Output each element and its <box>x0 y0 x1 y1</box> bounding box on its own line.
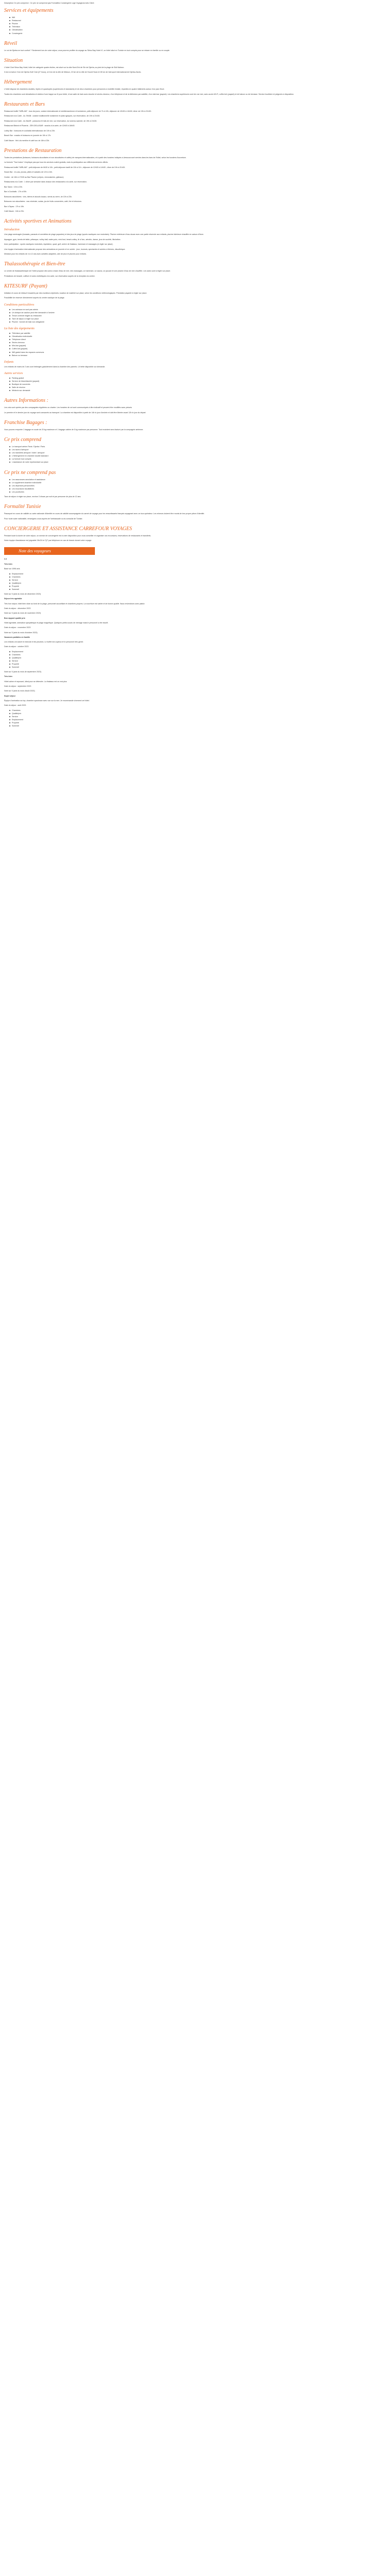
prestation-line: Café Maure : 16h à 23h. <box>4 210 24 213</box>
list-item: Wifi <box>12 16 387 19</box>
activites-title: Activités sportives et Animations <box>4 218 72 225</box>
prestation-line: Goûter : de 16h à 17h30 au Bar Piscine (crêpes, viennoiseries, gâteaux). <box>4 176 64 178</box>
review-meta: Note sur 5 (avis du mois de décembre 2023) <box>4 593 41 596</box>
restaurant-line: Restaurant buffet "MIRLAM" : tous les jours, cuisine internationale et méditerranéenne et tunisienne, petit-déjeuner de 7h à 10h, déjeuner de 12h30 à 14h30, dîner de 19h à 21h30. <box>4 110 152 112</box>
list-item: Propreté <box>12 663 387 666</box>
list-item: Les transferts aéroport / hôtel / aéroport <box>12 451 387 454</box>
list-item: Les dépenses personnelles <box>12 484 387 487</box>
list-item: L'assistance de notre représentant sur place <box>12 461 387 464</box>
review-text: Les enfants ont adoré le miniclub et les piscines. Le buffet est copieux et le personnel très gentil. <box>4 641 84 643</box>
restaurant-line: Lobby Bar : boissons et cocktails internationaux de 10h à 23h. <box>4 129 55 132</box>
list-item: L'hébergement en chambre double standard <box>12 454 387 457</box>
formalites-text-2: Pour toute autre nationalité, renseignez-vous auprès de l'ambassade ou du consulat de Tunisie. <box>4 517 83 520</box>
list-item: Sommeil <box>12 724 387 727</box>
restaurant-line: Restaurant à la Carte - AL SHAB : cuisine traditionnelle tunisienne et plats typiques, sur réservation, de 19h à 21h30. <box>4 115 100 117</box>
review-title: Super séjour <box>4 694 15 697</box>
list-item: Propreté <box>12 585 387 588</box>
conciergerie-title: CONCIERGERIE ET ASSISTANCE CARREFOUR VOYAGES <box>4 526 132 532</box>
list-item: Piscine : bonnet de bain non obligatoire <box>12 320 387 324</box>
list-item: Taxe de séjour à régler sur place <box>12 317 387 320</box>
prestation-line: Bar à Tapas : 17h à 19h. <box>4 205 25 208</box>
activites-text: Une équipe d'animation internationale propose des animations en journée et en soirée : jeux, tournois, spectacles et soirées à thèmes, discothèque. <box>4 248 126 250</box>
review-text: Hôtel calme et reposant, idéal pour se détendre. La thalasso est un vrai plus. <box>4 680 68 683</box>
rating-count: Basé sur 1096 avis <box>4 568 20 570</box>
prestation-line: Boissons non alcoolisées : eau minérale, sodas, jus de fruits concentrés, café, thé et infusions. <box>4 200 82 203</box>
restaurant-line: Restaurant à la Carte - AL BAAR : poissons et fruits de mer, sur réservation, du lundi au samedi, de 19h à 21h30. <box>4 120 97 122</box>
list-item: Sèche-cheveux <box>12 341 387 344</box>
review-meta: Note sur 5 (avis du mois de novembre 2023) <box>4 612 41 615</box>
list-item: Service <box>12 715 387 718</box>
conciergerie-text-2: Notre équipe d'assistance est joignable 24h/24 et 7j/7 par téléphone en cas de besoin durant votre voyage. <box>4 539 92 542</box>
list-item: La formule tout compris <box>12 457 387 461</box>
reveil-title: Réveil <box>4 40 17 46</box>
franchise-text: Vous pouvez emporter 1 bagage en soute de 20 kg maximum et 1 bagage cabine de 5 kg maximum par personne. Tout excédent sera facturé par la compagnie aérienne. <box>4 428 144 431</box>
list-item: Télévision <box>12 25 387 28</box>
list-item: Wifi gratuit dans les espaces communs <box>12 351 387 354</box>
list-item: Les pourboires <box>12 490 387 494</box>
situation-text-1: L'hôtel Club Sirius Bay Hotel, hôtel de catégorie quatre étoiles, est situé sur la côte Nord-Est de l'île de Djerba, au pied de la plage de Sidi Mahrez. <box>4 66 124 69</box>
enfants-text: Les enfants de moins de 2 ans sont hébergés gratuitement dans la chambre des parents. Lit bébé disponible sur demande. <box>4 365 105 368</box>
comprend-pas-list <box>4 478 387 494</box>
franchise-title: Franchise Bagages : <box>4 419 47 426</box>
list-item: Coffre-fort (payant) <box>12 347 387 350</box>
list-item: Boutique de souvenirs <box>12 383 387 386</box>
review-title: Très bien <box>4 675 12 678</box>
list-item: Téléphone direct <box>12 338 387 341</box>
reviews-bar: Note des voyageurs <box>4 547 95 555</box>
list-item: Les animaux ne sont pas admis <box>12 308 387 311</box>
list-item: Qualité/prix <box>12 712 387 715</box>
prestation-line: Restaurants à la Carte : 1 dîner par semaine dans chacun des restaurants à la carte, sur réservation. <box>4 181 87 183</box>
rating-label: Très bien <box>4 563 12 565</box>
list-item: Sommeil <box>12 666 387 669</box>
review-date: Date du séjour : novembre 2023 <box>4 626 31 629</box>
prestation-line: Bar Salon : 10h à 23h. <box>4 185 23 188</box>
services-title: Services et équipements <box>4 8 54 14</box>
prestations-intro: Toutes les prestations (boissons, boissons alcoolisées et non alcoolisées et cafés) de marques internationales, et à partir des horaires indiqués ci-dessous sont servies dans les bars de l'hôtel, selon les horaires d'ouverture. <box>4 156 187 159</box>
list-item: Qualité/prix <box>12 582 387 585</box>
list-item: Service de blanchisserie (payant) <box>12 380 387 383</box>
list-item: Climatisation individuelle <box>12 335 387 338</box>
autres-services-list <box>4 377 387 392</box>
situation-text-2: Il est à environ 3 km de Djerba Golf Club (27 trous), à 6 km de la ville de Midoun, 22 km de la ville de Houmt Souk et 28 km de l'aéroport international de Djerba-Zarzis. <box>4 71 141 74</box>
restaurant-line: Beach Bar : snacks et boissons en journée de 10h à 17h. <box>4 134 52 137</box>
kitesurf-title: KITESURF (Payant) <box>4 283 47 289</box>
kitesurf-text-2: Possibilité de réserver directement auprès du centre nautique de la plage. <box>4 297 65 299</box>
list-item: Chambres <box>12 709 387 712</box>
autres-infos-text-1: Les vols sont opérés par des compagnies régulières ou charter. Les horaires de vol sont communiqués à titre indicatif et peuvent être modifiés sans préavis. <box>4 406 133 409</box>
page <box>0 0 391 727</box>
hebergement-title: Hébergement <box>4 79 32 86</box>
review-title: Vacances parfaites en famille <box>4 636 30 638</box>
review-date: Date du séjour : septembre 2023 <box>4 685 31 687</box>
equipements-title: La liste des équipements <box>4 327 35 330</box>
review-text: Équipe d'animation au top, chambre spacieuse avec vue sur la mer. Je recommande vivement cet hôtel. <box>4 700 90 702</box>
review <box>4 670 387 688</box>
review-date: Date du séjour : octobre 2023 <box>4 646 29 648</box>
activites-text: Avec participation : sports nautiques motorisés, équitation, quad, golf, centre de thalasso, hammam et massages (à régler sur place). <box>4 243 113 246</box>
prestations-title: Prestations de Restauration <box>4 147 62 154</box>
list-item: Piscine <box>12 22 387 25</box>
rating-criteria <box>4 572 387 591</box>
conciergerie-text-1: Pendant toute la durée de votre séjour, un service de conciergerie est à votre disposition pour vous conseiller et organiser vos excursions, réservations de restaurants et transferts. <box>4 534 151 537</box>
list-item: Chambres <box>12 575 387 579</box>
conditions-title: Conditions particulières <box>4 303 35 307</box>
list-item: Service <box>12 659 387 663</box>
list-item: Emplacement <box>12 572 387 575</box>
list-item: Le transport aérien Paris / Djerba / Paris <box>12 445 387 448</box>
activites-subtitle: Introduction <box>4 228 20 232</box>
enfants-title: Enfants <box>4 360 14 364</box>
review-meta: Note sur 5 (avis du mois d'août 2023) <box>4 690 35 692</box>
review-meta: Note sur 5 (avis du mois de septembre 2023) <box>4 671 41 673</box>
list-item: Emplacement <box>12 718 387 721</box>
review-criteria <box>4 650 387 669</box>
reveil-text: Le vol de Djerba en tout confort ? Seulement lors de votre séjour, vous pourrez profiter du voyage au Sirius Bay Hotel 4*, un hôtel situé en Tunisie en tout compris pour se relaxer en famille ou en couple. <box>4 49 170 52</box>
autres-services-title: Autres services <box>4 371 23 375</box>
list-item: Les excursions facultatives <box>12 487 387 490</box>
intro-line: Description Ce prix comprend : Ce prix ne comprend pas Formalites Consiergerie Loge Voyageurs Avis Client <box>4 2 94 4</box>
rating-score: 4.4 <box>4 558 7 561</box>
formalites-text: Passeport en cours de validité ou carte nationale d'identité en cours de validité accompagnée du carnet de voyage pour les ressortissants français voyageant avec un tour-opérateur. Les mineurs doivent être munis de leur propre pièce d'identité. <box>4 513 205 515</box>
list-item: Les taxes d'aéroport <box>12 448 387 451</box>
list-item: Tenue correcte exigée au restaurant <box>12 314 387 317</box>
prestation-line: Bar à Cocktails : 17h à 00h. <box>4 191 27 193</box>
services-list <box>4 16 387 35</box>
kitesurf-text: Initiation et cours de kitesurf encadrés par des moniteurs diplômés, location de matériel sur place, selon les conditions météorologiques. Prestation payante à régler sur place. <box>4 292 148 294</box>
autres-infos-text-2: Le premier et le dernier jour du voyage sont consacrés au transport. La chambre est disponible à partir de 14h le jour d'arrivée et doit être libérée avant 12h le jour du départ. <box>4 411 146 414</box>
list-item: Service <box>12 579 387 582</box>
review <box>4 689 387 727</box>
prestation-line: Boissons alcoolisées : vins, bières et alcools locaux, servis au verre, de 10h à 23h. <box>4 195 72 198</box>
review-title: Bon rapport qualité prix <box>4 617 25 619</box>
prestation-line: Restaurant buffet "MIRLAM" : petit-déjeuner de 6h30 à 10h ; petit-déjeuner tardif de 10h à 11h ; déjeuner de 12h30 à 14h30 ; dîner de 19h à 21h30. <box>4 166 125 168</box>
review-date: Date du séjour : août 2023 <box>4 704 26 707</box>
comprend-list <box>4 445 387 464</box>
review-meta: Note sur 5 (avis du mois d'octobre 2023) <box>4 631 38 634</box>
restaurant-line: Café Maure : thé à la menthe et café turc de 16h à 23h. <box>4 139 50 142</box>
comprend-pas-note: Taxe de séjour à régler sur place, environ 3 dinars par nuit et par personne de plus de 12 ans. <box>4 496 82 498</box>
thalasso-title: Thalassothérapie et Bien-être <box>4 261 66 267</box>
list-item: Parking gratuit <box>12 377 387 380</box>
list-item: Le supplément chambre individuelle <box>12 481 387 484</box>
list-item: Télévision par satellite <box>12 332 387 335</box>
list-item: Balcon ou terrasse <box>12 354 387 357</box>
review <box>4 592 387 610</box>
activites-text: Une plage aménagée (transats, parasols et serviettes de plage payantes) et des jeux de plage (sports nautiques non motorisés). Piscine extérieure d'eau douce avec une partie réservée aux enfants, piscine intérieure chauffée en saison d'hiver. <box>4 233 204 236</box>
formalites-title: Formalité Tunisie <box>4 504 41 510</box>
equipements-list <box>4 332 387 357</box>
situation-title: Situation <box>4 57 23 63</box>
comprend-pas-title: Ce prix ne comprend pas <box>4 469 56 476</box>
activites-text: Aquagym, gym, tennis de table, pétanque, volley-ball, water-polo, mini-foot, beach-volley, tir à l'arc, aérobic, danse, jeux de société, fléchettes. <box>4 238 121 241</box>
prestations-formula: La formule "Tout inclus" n'implique pas que tous les services soient gratuits, mais la participation aux différents services offerts. <box>4 161 108 164</box>
thalasso-text-2: Prestations de beauté, coiffure et soins esthétiques à la carte, sur réservation auprès de la réception du centre. <box>4 275 95 277</box>
list-item: Conciergerie <box>12 32 387 35</box>
conditions-list <box>4 308 387 324</box>
review-criteria <box>4 709 387 728</box>
list-item: Qualité/prix <box>12 656 387 659</box>
review-text: Hôtel agréable, animation sympathique et plage magnifique. Quelques petits soucis de ménage mais le personnel a été réactif. <box>4 622 108 624</box>
hebergement-text-1: L'hôtel dispose de chambres doubles, triples et quadruples (supérieures et standards) et de deux chambres pour personnes à mobilité réduite, réparties en quatre bâtiments autour d'un parc fleuri. <box>4 88 165 91</box>
review <box>4 612 387 629</box>
list-item: Propreté <box>12 721 387 724</box>
prestation-line: Snack Bar : en-cas, pizzas, pâtes et salades de 12h à 16h. <box>4 171 53 174</box>
list-item: Chambres <box>12 653 387 656</box>
thalasso-text-1: Le centre de thalassothérapie de l'hôtel propose des soins à base d'eau de mer, des massages, un hammam, un sauna, un jacuzzi et une piscine d'eau de mer chauffée. Les soins sont à régler sur place. <box>4 270 171 273</box>
list-item: Un chèque de caution peut être demandé à l'arrivée <box>12 311 387 314</box>
review-date: Date du séjour : décembre 2023 <box>4 607 31 609</box>
list-item: Restaurant <box>12 19 387 22</box>
review-title: Séjour très agréable <box>4 598 22 600</box>
list-item: Climatisation <box>12 28 387 31</box>
hebergement-text-2: Toutes les chambres sont climatisées et dotées d'une trappe au lit pour bébé, d'une salle de bain avec douche et sèche-cheveux, d'un téléphone et de la télévision par satellite, d'un mini-bar (payant). Les chambres supérieures sont de vue mer, avec accès Wi-Fi, coffre-fort (payant) et de balcon ou de terrasse. Service bouilloire et peignoirs à disposition. <box>4 93 295 95</box>
review-text: Très bon séjour, hôtel bien situé au bord de la plage, personnel accueillant et chambres propres. La nourriture est variée et de bonne qualité. Nous reviendrons avec plaisir. <box>4 602 145 605</box>
comprend-title: Ce prix comprend <box>4 436 41 443</box>
list-item: Les assurances annulation et assistance <box>12 478 387 481</box>
list-item: Emplacement <box>12 650 387 653</box>
list-item: Médecin sur demande <box>12 389 387 392</box>
list-item: Mini-bar (payant) <box>12 344 387 347</box>
list-item: Sommeil <box>12 588 387 591</box>
list-item: Salle de réunion <box>12 386 387 389</box>
activites-text: Miniclub pour les enfants de 4 à 12 ans avec activités adaptées, aire de jeux et piscine pour enfants. <box>4 253 87 256</box>
autres-infos-title: Autres Informations : <box>4 398 48 404</box>
restaurant-line: Restaurant Bistrot et Pizzeria - ZEN DELA BAR : snacks à la carte, de 12h00 à 16h00. <box>4 125 75 127</box>
review <box>4 631 387 669</box>
restaurants-title: Restaurants et Bars <box>4 101 45 107</box>
